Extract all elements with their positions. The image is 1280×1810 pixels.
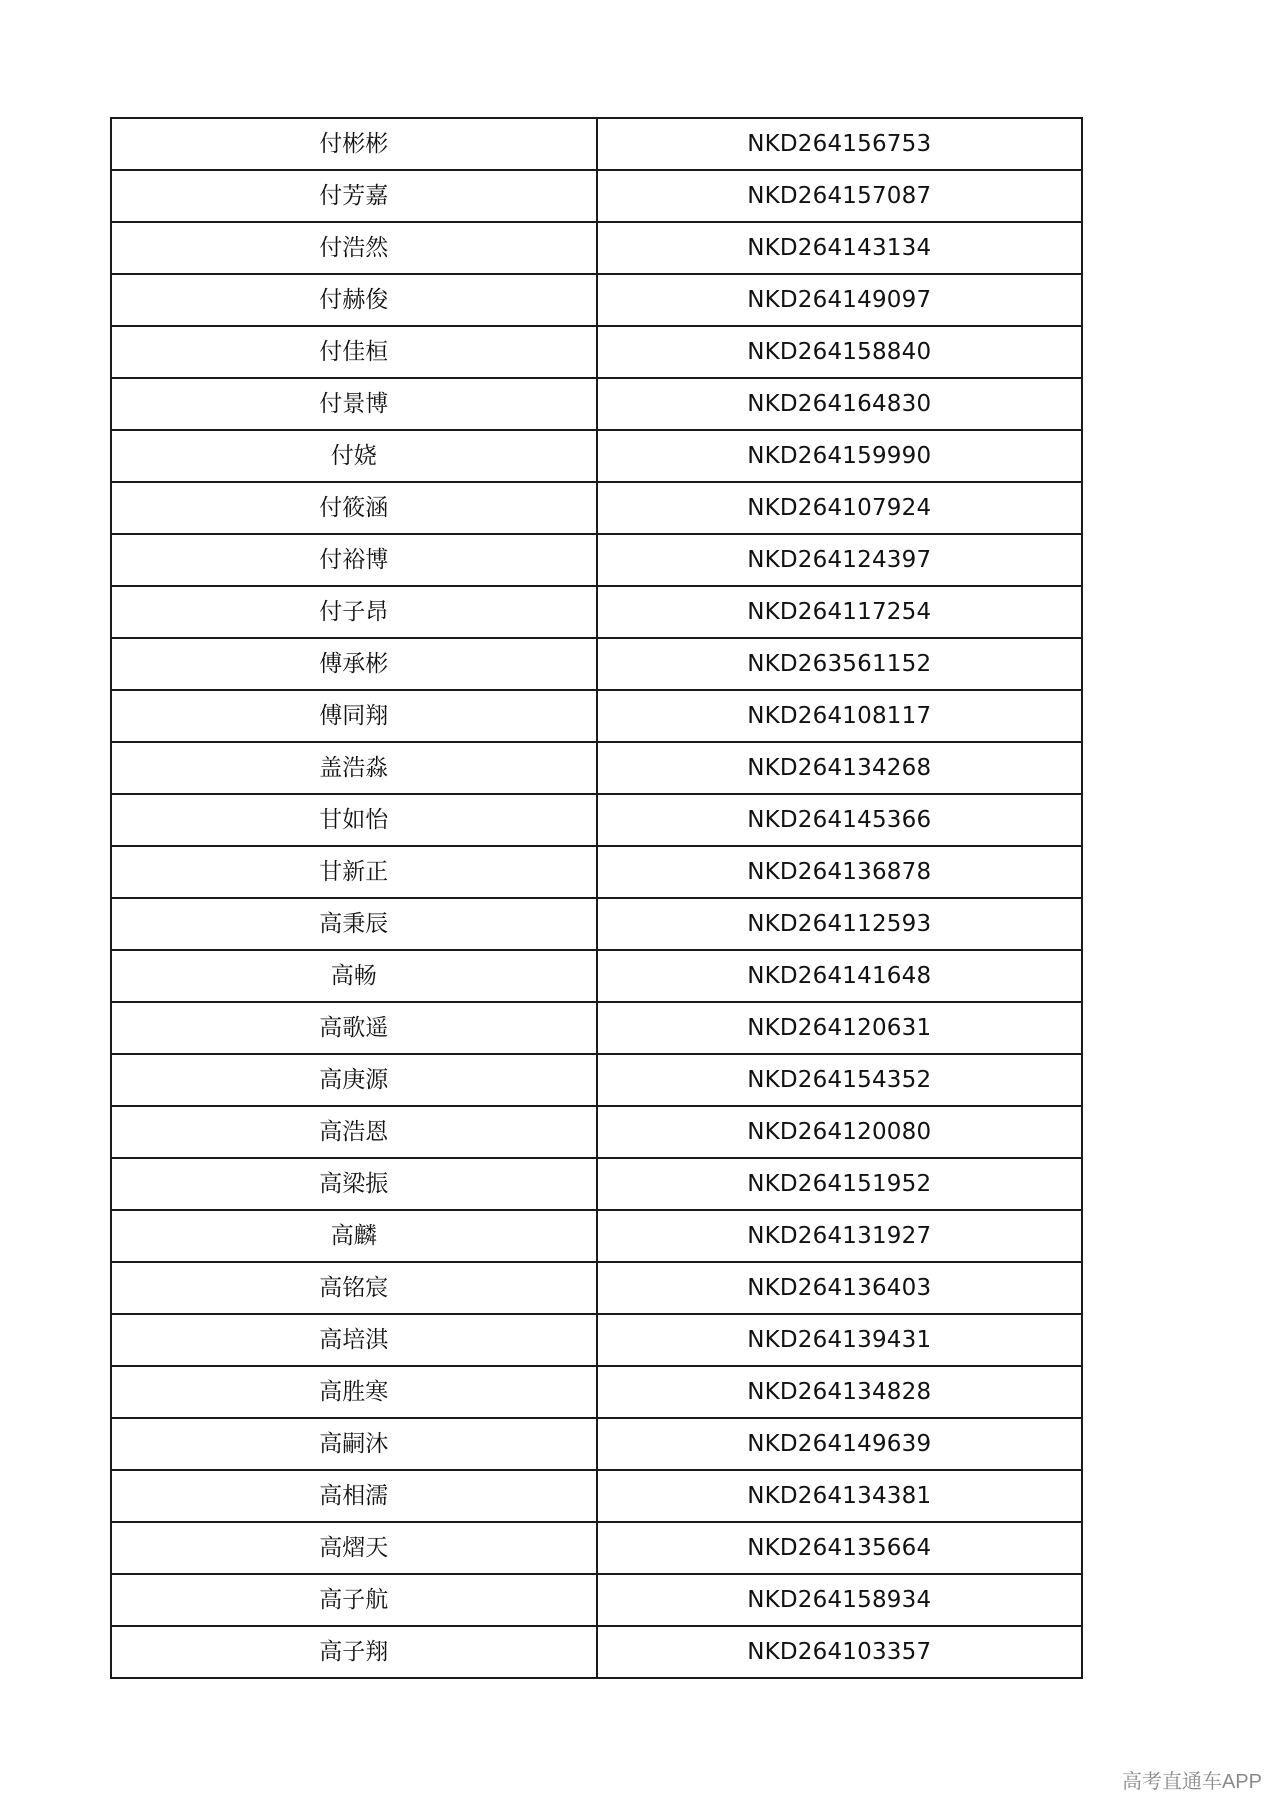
candidate-name-cell: 高麟 (111, 1210, 597, 1262)
candidate-id-cell: NKD264151952 (597, 1158, 1083, 1210)
table-row (111, 638, 1082, 690)
candidate-name-cell: 高嗣沐 (111, 1418, 597, 1470)
candidate-id-cell: NKD264164830 (597, 378, 1083, 430)
table-row (111, 378, 1082, 430)
candidate-name-cell: 高秉辰 (111, 898, 597, 950)
candidate-id-cell: NKD264134268 (597, 742, 1083, 794)
candidate-name-cell: 甘如怡 (111, 794, 597, 846)
candidate-name-cell: 付景博 (111, 378, 597, 430)
table-row (111, 690, 1082, 742)
table-row (111, 1522, 1082, 1574)
table-row (111, 170, 1082, 222)
watermark-text: 高考直通车APP (1121, 1771, 1262, 1793)
candidate-id-cell: NKD264108117 (597, 690, 1083, 742)
candidate-name-cell: 付筱涵 (111, 482, 597, 534)
candidate-name-cell: 高培淇 (111, 1314, 597, 1366)
table-row (111, 482, 1082, 534)
candidate-name-cell: 傅承彬 (111, 638, 597, 690)
candidate-id-cell: NKD264124397 (597, 534, 1083, 586)
candidate-name-cell: 付娆 (111, 430, 597, 482)
candidate-name-cell: 傅同翔 (111, 690, 597, 742)
roster-sheet (110, 117, 1083, 1679)
candidate-name-cell: 高子航 (111, 1574, 597, 1626)
table-row (111, 950, 1082, 1002)
candidate-name-cell: 盖浩淼 (111, 742, 597, 794)
candidate-id-cell: NKD264136403 (597, 1262, 1083, 1314)
candidate-id-cell: NKD264159990 (597, 430, 1083, 482)
table-row (111, 1002, 1082, 1054)
candidate-id-cell: NKD264103357 (597, 1626, 1083, 1678)
candidate-name-cell: 高畅 (111, 950, 597, 1002)
table-row (111, 1054, 1082, 1106)
table-row (111, 118, 1082, 170)
candidate-id-cell: NKD264135664 (597, 1522, 1083, 1574)
table-row (111, 222, 1082, 274)
candidate-name-cell: 高铭宸 (111, 1262, 597, 1314)
candidate-name-cell: 高歌遥 (111, 1002, 597, 1054)
table-row (111, 586, 1082, 638)
candidate-id-cell: NKD264131927 (597, 1210, 1083, 1262)
candidate-id-cell: NKD264149097 (597, 274, 1083, 326)
table-row (111, 794, 1082, 846)
candidate-name-cell: 高胜寒 (111, 1366, 597, 1418)
candidate-id-cell: NKD264149639 (597, 1418, 1083, 1470)
candidate-name-cell: 付赫俊 (111, 274, 597, 326)
table-row (111, 274, 1082, 326)
table-row (111, 1262, 1082, 1314)
table-row (111, 1314, 1082, 1366)
candidate-name-cell: 高梁振 (111, 1158, 597, 1210)
table-row (111, 1106, 1082, 1158)
roster-table-body (111, 118, 1082, 1678)
table-row (111, 1158, 1082, 1210)
candidate-id-cell: NKD264134381 (597, 1470, 1083, 1522)
candidate-id-cell: NKD264145366 (597, 794, 1083, 846)
candidate-name-cell: 付子昂 (111, 586, 597, 638)
candidate-name-cell: 高子翔 (111, 1626, 597, 1678)
candidate-id-cell: NKD264158934 (597, 1574, 1083, 1626)
table-row (111, 898, 1082, 950)
candidate-name-cell: 甘新正 (111, 846, 597, 898)
candidate-name-cell: 付佳桓 (111, 326, 597, 378)
table-row (111, 1574, 1082, 1626)
table-row (111, 1470, 1082, 1522)
candidate-id-cell: NKD263561152 (597, 638, 1083, 690)
candidate-id-cell: NKD264112593 (597, 898, 1083, 950)
candidate-name-cell: 付彬彬 (111, 118, 597, 170)
table-row (111, 326, 1082, 378)
table-row (111, 1418, 1082, 1470)
candidate-id-cell: NKD264120080 (597, 1106, 1083, 1158)
candidate-id-cell: NKD264117254 (597, 586, 1083, 638)
table-row (111, 742, 1082, 794)
candidate-id-cell: NKD264156753 (597, 118, 1083, 170)
roster-table (110, 117, 1083, 1679)
candidate-name-cell: 付芳嘉 (111, 170, 597, 222)
table-row (111, 534, 1082, 586)
candidate-id-cell: NKD264154352 (597, 1054, 1083, 1106)
candidate-id-cell: NKD264136878 (597, 846, 1083, 898)
table-row (111, 1366, 1082, 1418)
candidate-name-cell: 付浩然 (111, 222, 597, 274)
table-row (111, 846, 1082, 898)
candidate-name-cell: 付裕博 (111, 534, 597, 586)
candidate-id-cell: NKD264134828 (597, 1366, 1083, 1418)
candidate-id-cell: NKD264107924 (597, 482, 1083, 534)
candidate-id-cell: NKD264139431 (597, 1314, 1083, 1366)
candidate-id-cell: NKD264158840 (597, 326, 1083, 378)
table-row (111, 1210, 1082, 1262)
candidate-name-cell: 高庚源 (111, 1054, 597, 1106)
table-row (111, 430, 1082, 482)
candidate-id-cell: NKD264141648 (597, 950, 1083, 1002)
candidate-id-cell: NKD264157087 (597, 170, 1083, 222)
table-row (111, 1626, 1082, 1678)
candidate-name-cell: 高相濡 (111, 1470, 597, 1522)
candidate-id-cell: NKD264120631 (597, 1002, 1083, 1054)
candidate-id-cell: NKD264143134 (597, 222, 1083, 274)
candidate-name-cell: 高熠天 (111, 1522, 597, 1574)
candidate-name-cell: 高浩恩 (111, 1106, 597, 1158)
